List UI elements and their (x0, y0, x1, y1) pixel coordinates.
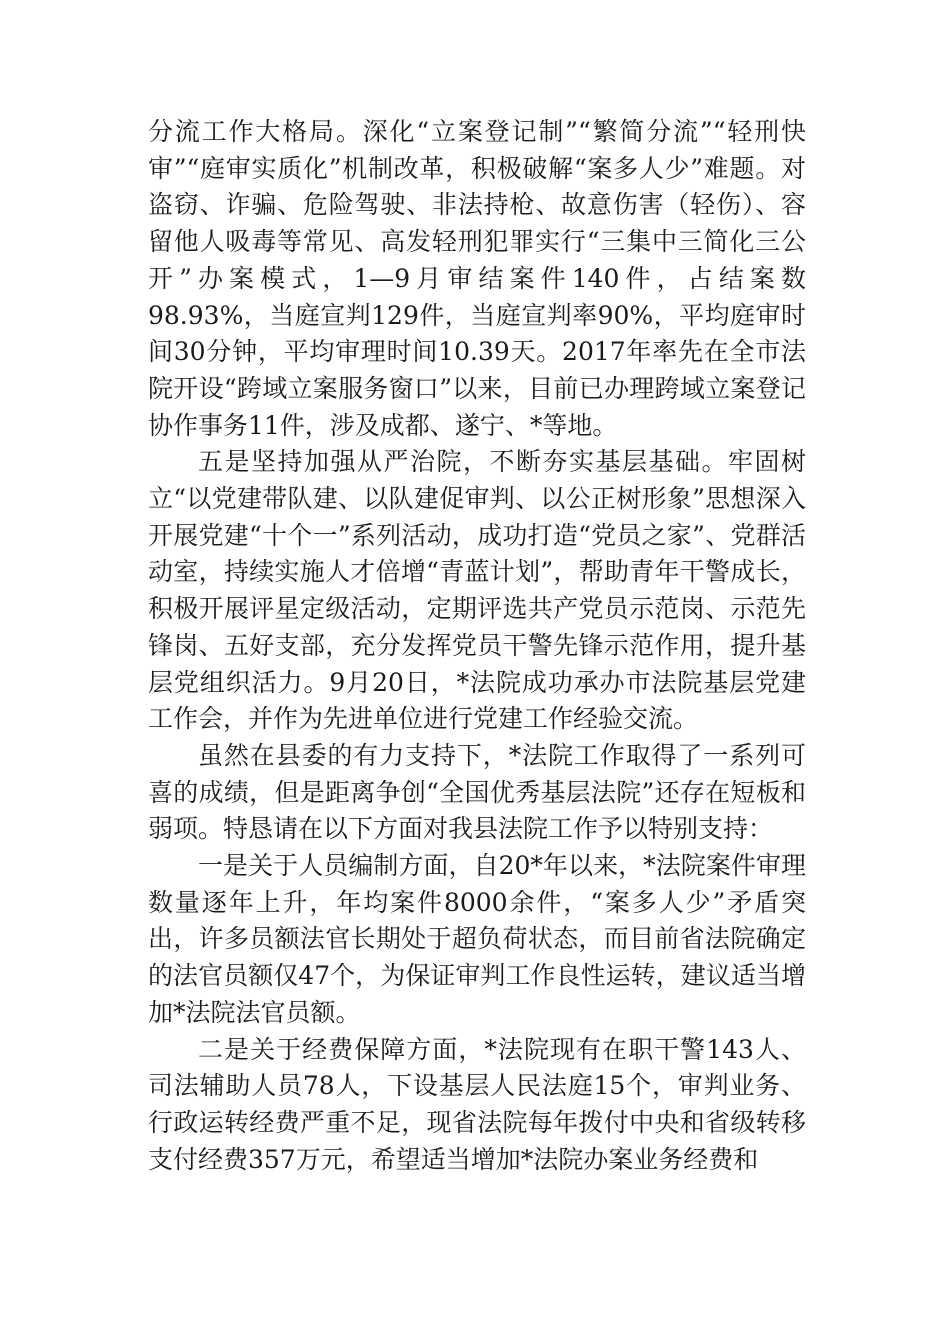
paragraph-funding: 二是关于经费保障方面，*法院现有在职干警143人、司法辅助人员78人，下设基层人民法庭15个，审判业务、行政运转经费严重不足，现省法院每年拨付中央和省级转移支付经费357万元，希望适当增加*法院办案业务经费和 (148, 1034, 806, 1174)
paragraph-support-request: 虽然在县委的有力支持下，*法院工作取得了一系列可喜的成绩，但是距离争创“全国优秀基层法院”还存在短板和弱项。特恳请在以下方面对我县法院工作予以特别支持： (148, 740, 806, 844)
paragraph-continuation: 分流工作大格局。深化“立案登记制”“繁简分流”“轻刑快审”“庭审实质化”机制改革，积极破解“案多人少”难题。对盗窃、诈骗、危险驾驶、非法持枪、故意伤害（轻伤）、容留他人吸毒等常见、高发轻刑犯罪实行“三集中三简化三公开”办案模式，1—9月审结案件140件，占结案数98.93%，当庭宣判129件，当庭宣判率90%，平均庭审时间30分钟，平均审理时间10.39天。2017年率先在全市法院开设“跨域立案服务窗口”以来，目前已办理跨域立案登记协作事务11件，涉及成都、遂宁、*等地。 (148, 117, 806, 440)
document-body (148, 114, 806, 1178)
paragraph-staffing: 一是关于人员编制方面，自20*年以来，*法院案件审理数量逐年上升，年均案件8000余件，“案多人少”矛盾突出，许多员额法官长期处于超负荷状态，而目前省法院确定的法官员额仅47个，为保证审判工作良性运转，建议适当增加*法院法官员额。 (148, 851, 806, 1027)
paragraph-party-building: 五是坚持加强从严治院，不断夯实基层基础。牢固树立“以党建带队建、以队建促审判、以公正树形象”思想深入开展党建“十个一”系列活动，成功打造“党员之家”、党群活动室，持续实施人才倍增“青蓝计划”，帮助青年干警成长，积极开展评星定级活动，定期评选共产党员示范岗、示范先锋岗、五好支部，充分发挥党员干警先锋示范作用，提升基层党组织活力。9月20日，*法院成功承办市法院基层党建工作会，并作为先进单位进行党建工作经验交流。 (148, 447, 806, 734)
